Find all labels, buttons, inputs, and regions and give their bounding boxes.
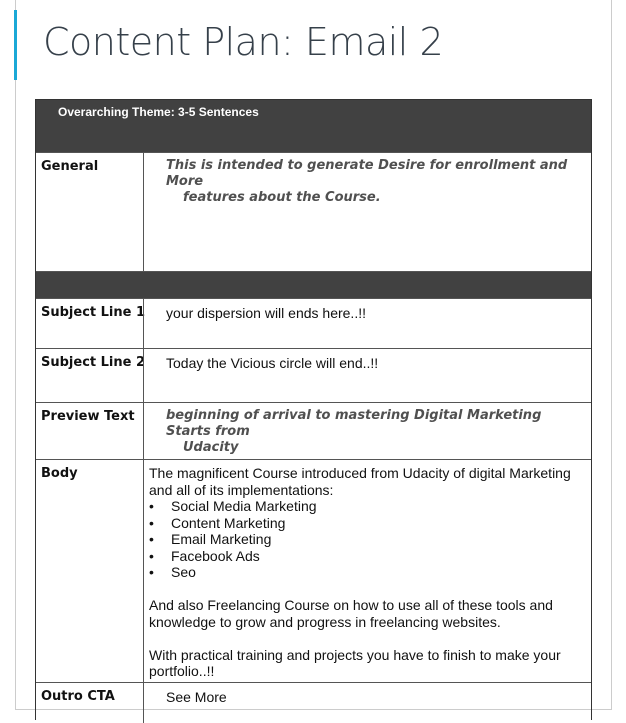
list-item: • Social Media Marketing: [149, 498, 589, 515]
list-item: • Seo: [149, 564, 589, 581]
row-label: Subject Line 1: [41, 305, 146, 320]
theme-header-row: [36, 100, 591, 153]
table-row-preview: [36, 403, 591, 460]
outro-cta-value: See More: [166, 689, 227, 705]
page-title: Content Plan: Email 2: [43, 20, 444, 64]
row-label: Body: [41, 466, 78, 481]
list-item: • Facebook Ads: [149, 548, 589, 565]
preview-text: beginning of arrival to mastering Digital Marketing Starts from Udacity: [166, 408, 542, 455]
theme-header: Overarching Theme: 3-5 Sentences: [58, 105, 259, 119]
table-row-subject-1: [36, 299, 591, 349]
row-label: General: [41, 159, 99, 174]
table-row-body: [36, 460, 591, 683]
table-row-outro: [36, 683, 591, 723]
subject-line-2-value: Today the Vicious circle will end..!!: [166, 355, 379, 371]
body-text: The magnificent Course introduced from Udacity of digital Marketing and all of its implementations: • Social Media Marketing • Content Marketing • Email Marketing • Facebook Ads • Seo And also Freelancing Course on how to use all of these tools and knowledge to grow and progress in freelancing websites. With practical training and projects you have to finish to make your portfolio..!!: [149, 465, 589, 696]
row-label: Subject Line 2: [41, 355, 146, 370]
subject-line-1-value: your dispersion will ends here..!!: [166, 305, 366, 321]
bullet-list: [149, 498, 589, 581]
general-text: This is intended to generate Desire for enrollment and More features about the Course.: [166, 158, 568, 205]
separator-row: [36, 272, 591, 299]
row-label: Outro CTA: [41, 689, 115, 704]
content-plan-table: [35, 99, 592, 720]
title-accent-bar: [14, 10, 17, 80]
list-item: • Content Marketing: [149, 515, 589, 532]
table-row-subject-2: [36, 349, 591, 403]
row-label: Preview Text: [41, 409, 135, 424]
table-row-general: [36, 153, 591, 272]
list-item: • Email Marketing: [149, 531, 589, 548]
